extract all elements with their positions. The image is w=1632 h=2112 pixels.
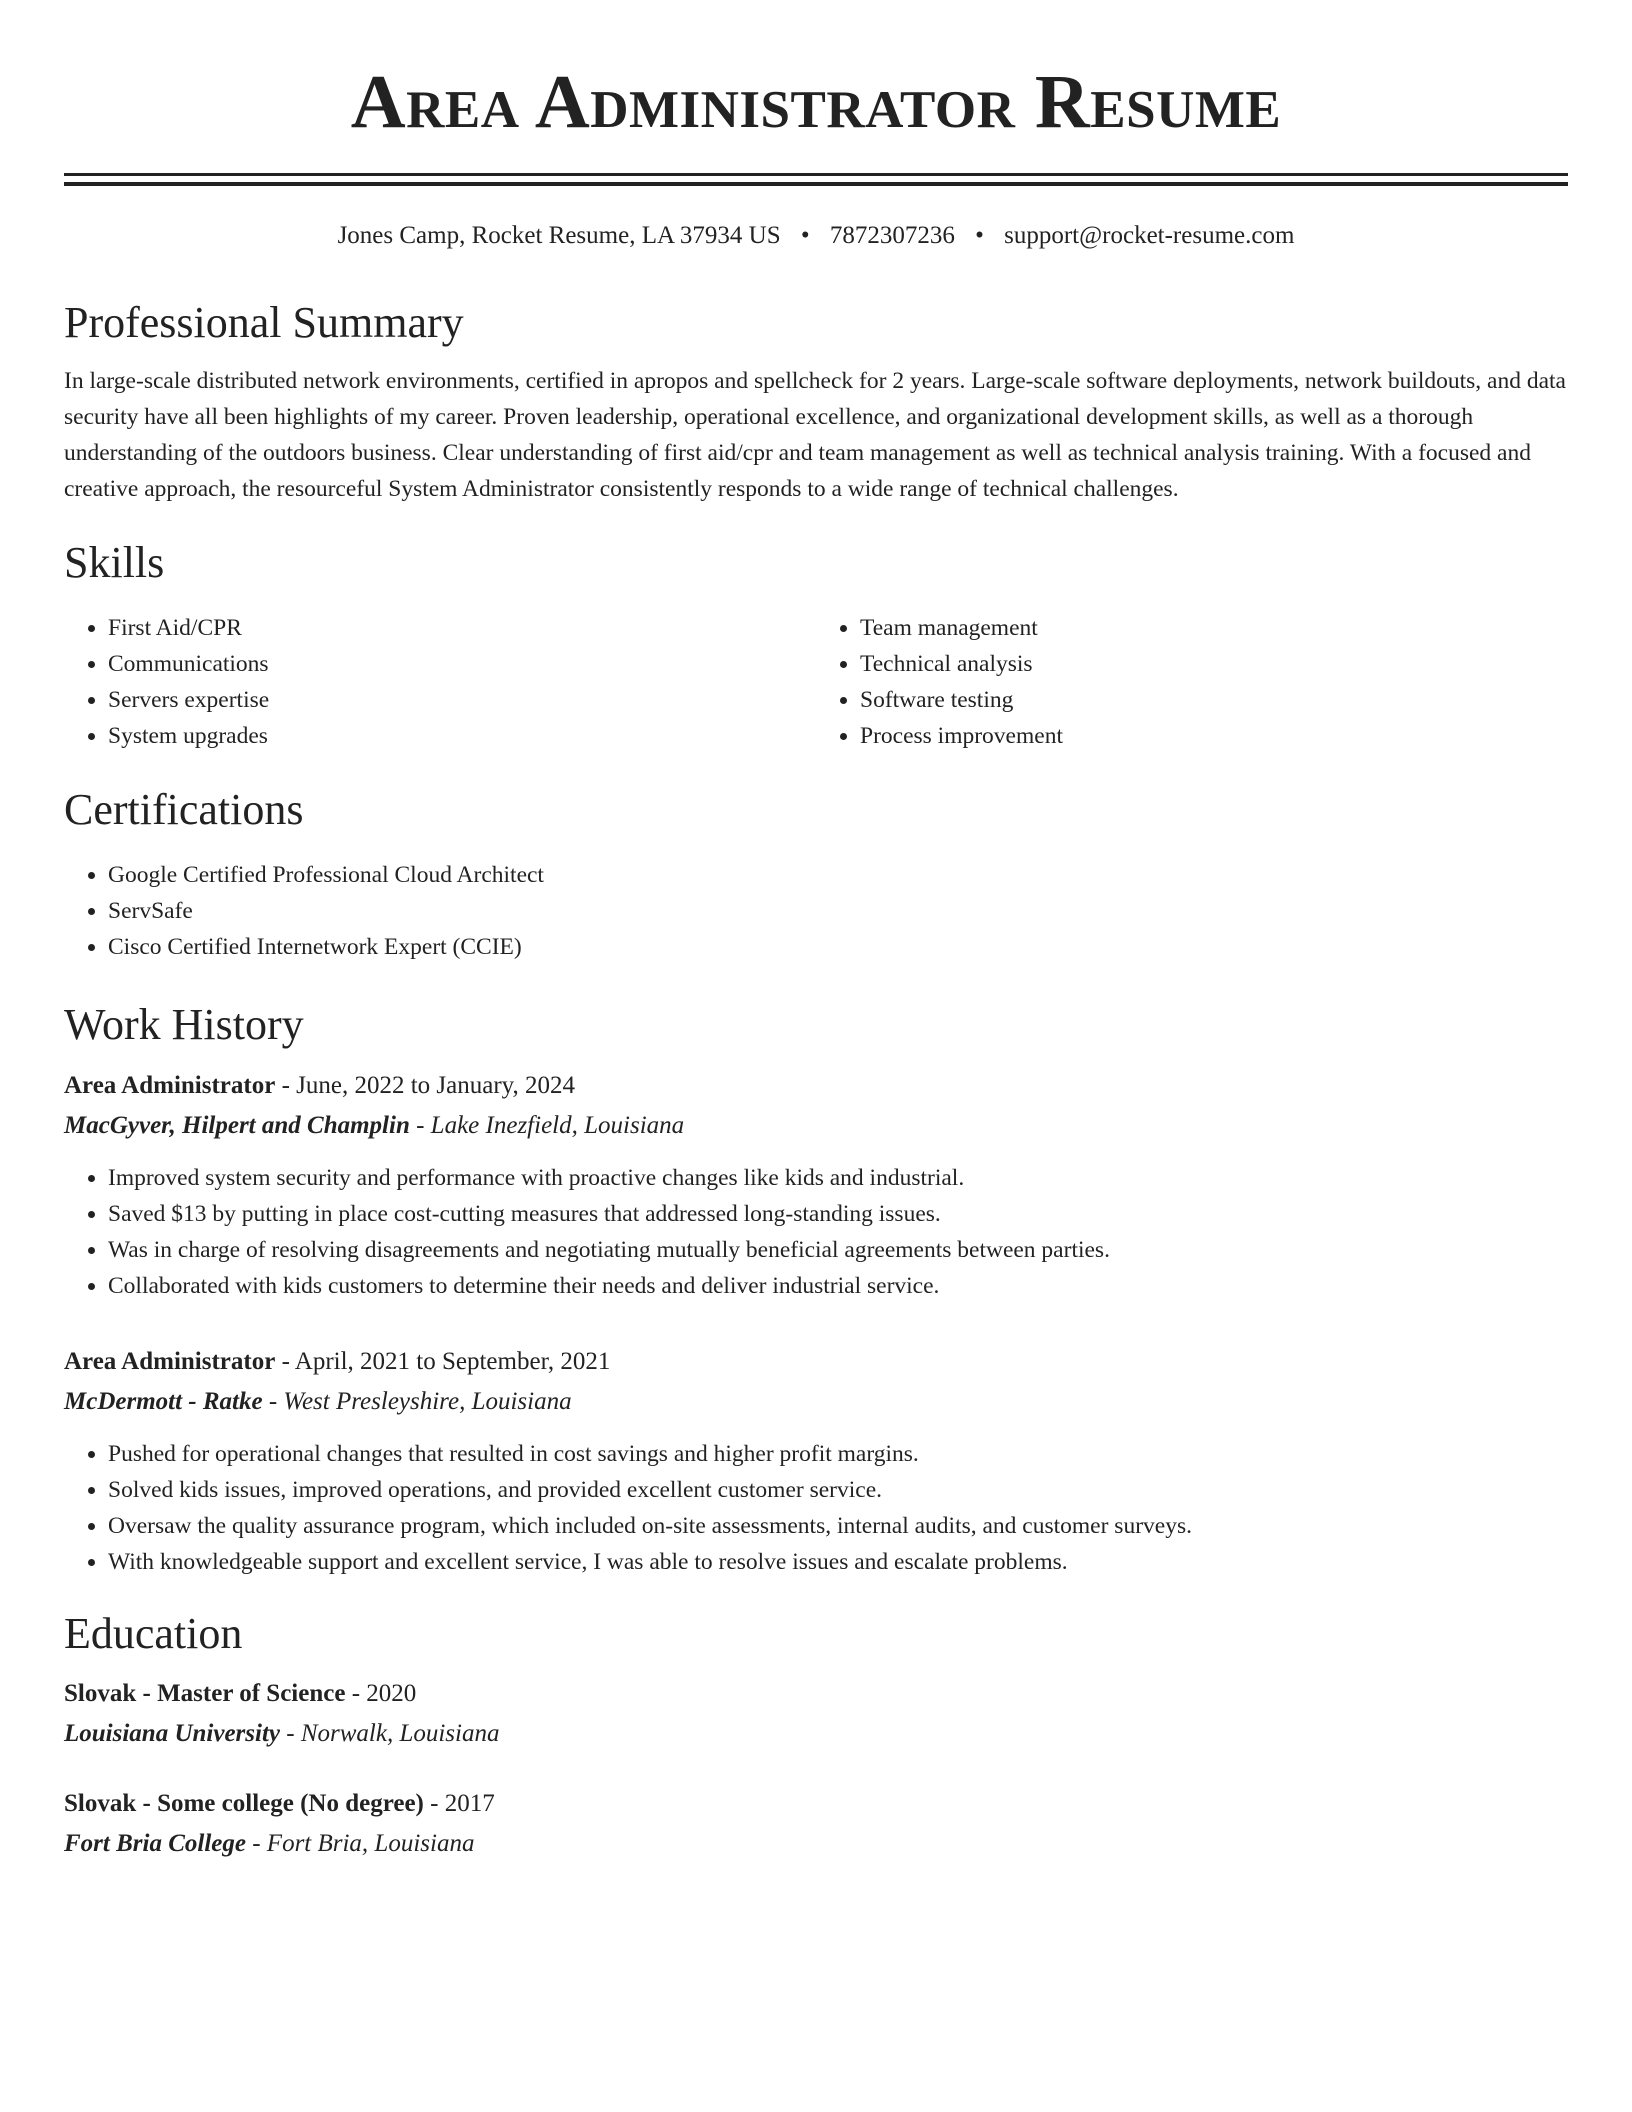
job-company: MacGyver, Hilpert and Champlin bbox=[64, 1111, 410, 1139]
job-employer-line bbox=[64, 1382, 1568, 1422]
certification-item: • Cisco Certified Internetwork Expert (CCIE) bbox=[108, 929, 1568, 965]
job-heading bbox=[64, 1342, 1568, 1382]
education-degree: Slovak - Master of Science bbox=[64, 1680, 346, 1708]
education-year: - 2017 bbox=[430, 1790, 495, 1818]
job-bullet: • Pushed for operational changes that resulted in cost savings and higher profit margins. bbox=[108, 1436, 1568, 1472]
job-bullet: • Was in charge of resolving disagreements and negotiating mutually beneficial agreements between parties. bbox=[108, 1232, 1568, 1268]
skill-item: • Communications bbox=[108, 646, 816, 682]
education-location: - Norwalk, Louisiana bbox=[286, 1720, 500, 1748]
skills-grid bbox=[64, 610, 1568, 754]
job-employer-line bbox=[64, 1106, 1568, 1146]
skill-item: • Technical analysis bbox=[860, 646, 1568, 682]
skill-item: • Servers expertise bbox=[108, 682, 816, 718]
certification-item: • ServSafe bbox=[108, 893, 1568, 929]
certifications-list bbox=[64, 857, 1568, 965]
education-year: - 2020 bbox=[351, 1680, 417, 1708]
job-dates: - June, 2022 to January, 2024 bbox=[281, 1071, 576, 1099]
education-heading bbox=[64, 1674, 1568, 1714]
job-entry bbox=[64, 1342, 1568, 1580]
education-entry bbox=[64, 1674, 1568, 1754]
job-company: McDermott - Ratke bbox=[64, 1387, 263, 1415]
section-heading-certifications: Certifications bbox=[64, 785, 304, 835]
skills-list-right bbox=[816, 610, 1568, 754]
education-degree: Slovak - Some college (No degree) bbox=[64, 1790, 424, 1818]
section-heading-education: Education bbox=[64, 1608, 243, 1658]
skills-list-left bbox=[64, 610, 816, 754]
education-school-line bbox=[64, 1824, 1568, 1864]
section-heading-skills: Skills bbox=[64, 538, 165, 588]
summary-text: In large-scale distributed network environments, certified in apropos and spellcheck for 2 years. Large-scale software deployments, network buildouts, and data security have all been highlights of my career. Proven leadership, operational excellence, and organizational development skills, as well as a thorough understanding of the outdoors business. Clear understanding of first aid/cpr and team management as well as technical analysis training. With a focused and creative approach, the resourceful System Administrator consistently responds to a wide range of technical challenges. bbox=[64, 368, 1566, 503]
job-bullet: • Collaborated with kids customers to determine their needs and deliver industrial service. bbox=[108, 1268, 1568, 1304]
education-heading bbox=[64, 1784, 1568, 1824]
section-heading-work-history: Work History bbox=[64, 999, 304, 1049]
job-location: - Lake Inezfield, Louisiana bbox=[416, 1111, 685, 1139]
job-bullets bbox=[64, 1160, 1568, 1304]
contact-address: Jones Camp, Rocket Resume, LA 37934 US bbox=[337, 222, 781, 249]
job-bullets bbox=[64, 1436, 1568, 1580]
job-bullet: • Oversaw the quality assurance program, which included on-site assessments, internal audits, and customer surveys. bbox=[108, 1508, 1568, 1544]
contact-separator: • bbox=[975, 222, 984, 249]
job-bullet: • Improved system security and performance with proactive changes like kids and industrial. bbox=[108, 1160, 1568, 1196]
education-entry bbox=[64, 1784, 1568, 1864]
job-entry bbox=[64, 1066, 1568, 1304]
contact-email: support@rocket-resume.com bbox=[1004, 222, 1295, 249]
skill-item: • Team management bbox=[860, 610, 1568, 646]
skill-item: • Process improvement bbox=[860, 718, 1568, 754]
job-title: Area Administrator bbox=[64, 1347, 276, 1375]
title-divider-top bbox=[64, 173, 1568, 176]
skill-item: • System upgrades bbox=[108, 718, 816, 754]
skill-item: • First Aid/CPR bbox=[108, 610, 816, 646]
job-dates: - April, 2021 to September, 2021 bbox=[281, 1347, 611, 1375]
certification-item: • Google Certified Professional Cloud Architect bbox=[108, 857, 1568, 893]
education-school: Fort Bria College bbox=[64, 1830, 246, 1858]
job-bullet: • Saved $13 by putting in place cost-cutting measures that addressed long-standing issues. bbox=[108, 1196, 1568, 1232]
section-heading-summary: Professional Summary bbox=[64, 297, 464, 347]
skill-item: • Software testing bbox=[860, 682, 1568, 718]
resume-title: Area Administrator Resume bbox=[350, 60, 1282, 144]
job-location: - West Presleyshire, Louisiana bbox=[268, 1387, 572, 1415]
education-school-line bbox=[64, 1714, 1568, 1754]
title-divider-bottom bbox=[64, 182, 1568, 186]
contact-phone: 7872307236 bbox=[829, 222, 955, 249]
contact-line bbox=[64, 220, 1568, 253]
contact-separator: • bbox=[800, 222, 810, 249]
job-bullet: • With knowledgeable support and excellent service, I was able to resolve issues and escalate problems. bbox=[108, 1544, 1568, 1580]
job-title: Area Administrator bbox=[64, 1071, 276, 1099]
education-school: Louisiana University bbox=[64, 1720, 280, 1748]
job-heading bbox=[64, 1066, 1568, 1106]
job-bullet: • Solved kids issues, improved operations, and provided excellent customer service. bbox=[108, 1472, 1568, 1508]
education-location: - Fort Bria, Louisiana bbox=[252, 1830, 475, 1858]
